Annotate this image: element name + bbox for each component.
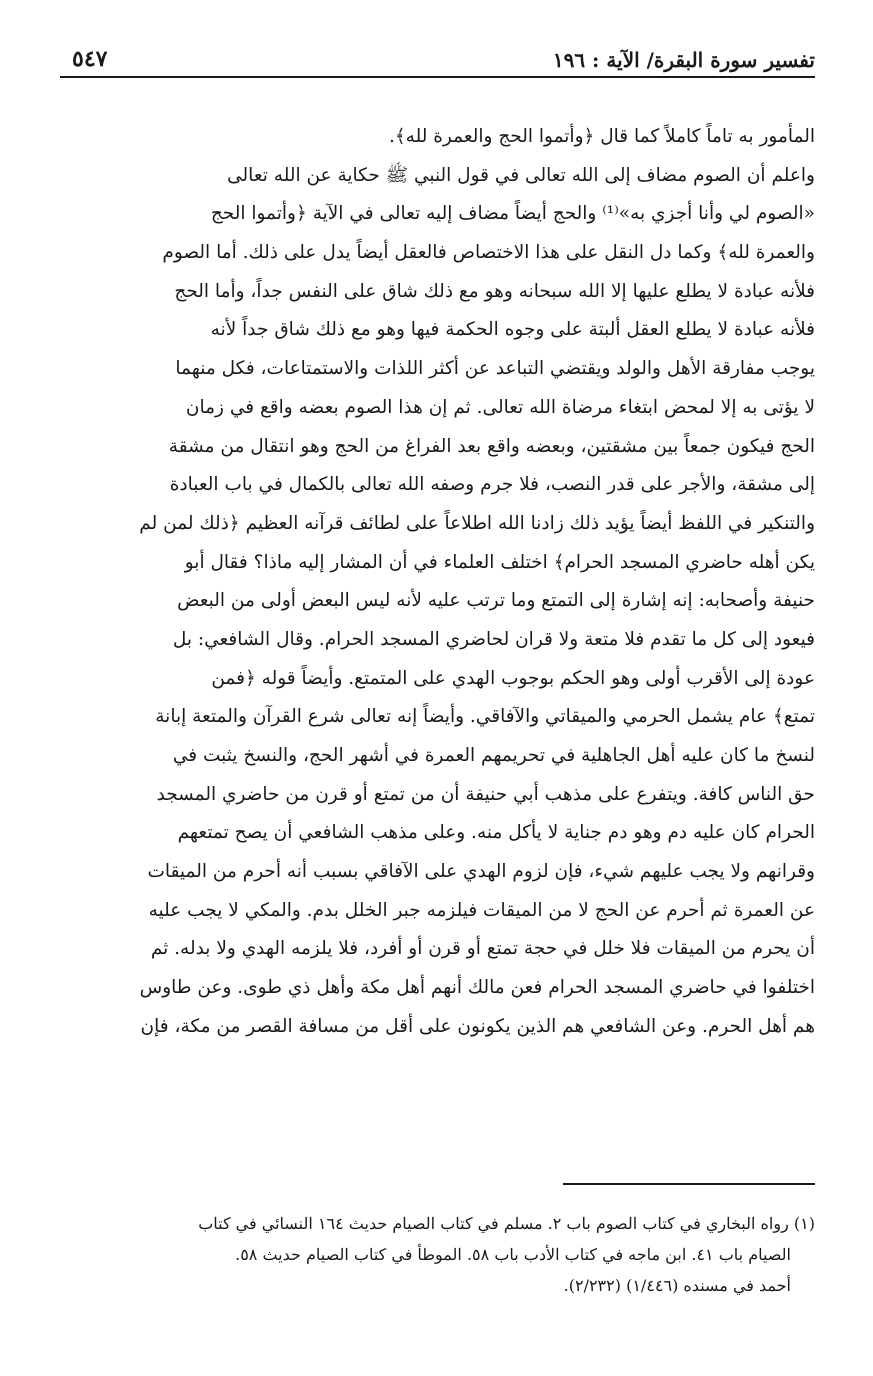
text-line: لا يؤتى به إلا لمحض ابتغاء مرضاة الله تعالى. ثم إن هذا الصوم بعضه واقع في زمان [185, 396, 815, 418]
text-line: والتنكير في اللفظ أيضاً يؤيد ذلك زادنا الله اطلاعاً على لطائف قرآنه العظيم ﴿ذلك لمن لم [139, 512, 815, 534]
text-line: هم أهل الحرم. وعن الشافعي هم الذين يكونون على أقل من مسافة القصر من مكة، فإن [140, 1015, 815, 1037]
text-line: حق الناس كافة. ويتفرع على مذهب أبي حنيفة أن من تمتع أو قرن من حاضري المسجد [156, 783, 815, 805]
text-line: والعمرة لله﴾ وكما دل النقل على هذا الاختصاص فالعقل أيضاً يدل على ذلك. أما الصوم [162, 242, 815, 264]
footnote-line: أحمد في مسنده (١/٤٤٦) (٢/٢٣٢). [563, 1276, 791, 1295]
text-line: الحرام كان عليه دم وهو دم جناية لا يأكل منه. وعلى مذهب الشافعي أن يصح تمتعهم [177, 822, 815, 844]
body-text [60, 118, 815, 1047]
running-title: تفسير سورة البقرة/ الآية : ١٩٦ [552, 48, 815, 72]
text-line: يوجب مفارقة الأهل والولد ويقتضي التباعد عن أكثر اللذات والاستمتاعات، فكل منهما [175, 358, 815, 380]
text-line: وقرانهم ولا يجب عليهم شيء، فإن لزوم الهدي على الآفاقي بسبب أنه أحرم من الميقات [147, 861, 815, 883]
text-line: حنيفة وأصحابه: إنه إشارة إلى التمتع وما ترتب عليه لأنه ليس البعض أولى من البعض [177, 590, 815, 612]
text-line: لنسخ ما كان عليه أهل الجاهلية في تحريمهم العمرة في أشهر الحج، والنسخ يثبت في [172, 745, 815, 766]
text-line: فلأنه عبادة لا يطلع العقل ألبتة على وجوه الحكمة فيها وهو مع ذلك شاق جداً لأنه [210, 319, 815, 341]
footnote-line: (١) رواه البخاري في كتاب الصوم باب ٢. مسلم في كتاب الصيام حديث ١٦٤ النسائي في كتاب [198, 1214, 815, 1233]
footnotes [60, 1208, 815, 1301]
footnote-line: الصيام باب ٤١. ابن ماجه في كتاب الأدب باب ٥٨. الموطأ في كتاب الصيام حديث ٥٨. [235, 1245, 791, 1264]
text-line: تمتع﴾ عام يشمل الحرمي والميقاتي والآفاقي. وأيضاً إنه تعالى شرع القرآن والمتعة إبانة [155, 706, 815, 728]
footnote-divider [563, 1183, 815, 1185]
text-line: أن يحرم من الميقات فلا خلل في حجة تمتع أو قرن أو أفرد، فلا يلزمه الهدي ولا بدله. ثم [150, 938, 815, 960]
text-line: اختلفوا في حاضري المسجد الحرام فعن مالك أنهم أهل مكة وأهل ذي طوى. وعن طاوس [139, 977, 815, 999]
text-line: واعلم أن الصوم مضاف إلى الله تعالى في قول النبي ﷺ حكاية عن الله تعالى [227, 164, 815, 186]
text-line: عن العمرة ثم أحرم عن الحج لا من الميقات فيلزمه جبر الخلل بدم. والمكي لا يجب عليه [148, 899, 815, 921]
text-line: فيعود إلى كل ما تقدم فلا متعة ولا قران لحاضري المسجد الحرام. وقال الشافعي: بل [172, 628, 815, 650]
page-header [60, 40, 815, 78]
text-line: المأمور به تاماً كاملاً كما قال ﴿وأتموا الحج والعمرة لله﴾. [388, 126, 815, 147]
book-page [60, 40, 815, 1360]
text-line: الحج فيكون جمعاً بين مشقتين، وبعضه واقع بعد الفراغ من الحج وهو انتقال من مشقة [168, 435, 815, 457]
text-line: يكن أهله حاضري المسجد الحرام﴾ اختلف العلماء في أن المشار إليه ماذا؟ فقال أبو [184, 551, 815, 573]
text-line: إلى مشقة، والأجر على قدر النصب، فلا جرم وصفه الله تعالى بالكمال في باب العبادة [169, 474, 815, 496]
text-line: «الصوم لي وأنا أجزي به»⁽¹⁾ والحج أيضاً مضاف إليه تعالى في الآية ﴿وأتموا الحج [210, 203, 815, 225]
text-line: عودة إلى الأقرب أولى وهو الحكم بوجوب الهدي على المتمتع. وأيضاً قوله ﴿فمن [211, 667, 815, 689]
page-number: ٥٤٧ [72, 46, 108, 72]
text-line: فلأنه عبادة لا يطلع عليها إلا الله سبحانه وهو مع ذلك شاق على النفس جداً، وأما الحج [174, 280, 815, 302]
